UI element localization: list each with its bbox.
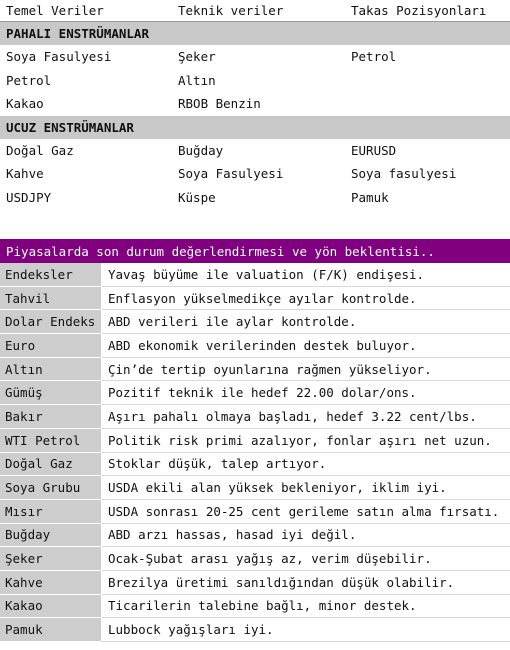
outlook-row <box>0 334 510 358</box>
outlook-text: Enflasyon yükselmedikçe ayılar kontrolde. <box>101 287 510 311</box>
table-row <box>0 186 510 210</box>
instrument-label: Euro <box>0 334 101 358</box>
table-row <box>0 45 510 69</box>
header-technical: Teknik veriler <box>178 3 284 18</box>
cell: Petrol <box>6 72 52 88</box>
table-row <box>0 92 510 116</box>
outlook-row <box>0 571 510 595</box>
outlook-text: Ticarilerin talebine bağlı, minor destek. <box>101 595 510 619</box>
outlook-text: ABD arzı hassas, hasad iyi değil. <box>101 524 510 548</box>
header-fundamental: Temel Veriler <box>6 3 104 18</box>
outlook-row <box>0 429 510 453</box>
table-header <box>0 0 510 22</box>
cell: Küspe <box>178 189 216 205</box>
spacer <box>0 218 510 239</box>
cell: Doğal Gaz <box>6 142 74 158</box>
outlook-row <box>0 405 510 429</box>
outlook-text: Çin’de tertip oyunlarına rağmen yükseliyor. <box>101 358 510 382</box>
instrument-label: Gümüş <box>0 381 101 405</box>
outlook-text: Pozitif teknik ile hedef 22.00 dolar/ons. <box>101 381 510 405</box>
cell: Buğday <box>178 142 224 158</box>
outlook-text: USDA ekili alan yüksek bekleniyor, iklim iyi. <box>101 476 510 500</box>
table-row <box>0 162 510 186</box>
cell: Kahve <box>6 166 44 182</box>
cell: Soya Fasulyesi <box>6 49 112 65</box>
instrument-label: Bakır <box>0 405 101 429</box>
cell: Soya Fasulyesi <box>178 166 284 182</box>
instrument-label: Kahve <box>0 571 101 595</box>
cell: EURUSD <box>351 142 397 158</box>
instrument-label: Altın <box>0 358 101 382</box>
outlook-row <box>0 263 510 287</box>
outlook-text: ABD verileri ile aylar kontrolde. <box>101 310 510 334</box>
instrument-label: Endeksler <box>0 263 101 287</box>
instrument-label: Doğal Gaz <box>0 453 101 477</box>
outlook-row <box>0 547 510 571</box>
cell: Petrol <box>351 49 397 65</box>
outlook-table <box>0 263 510 642</box>
instrument-label: Şeker <box>0 547 101 571</box>
instrument-label: Pamuk <box>0 618 101 642</box>
outlook-row <box>0 524 510 548</box>
instrument-label: Tahvil <box>0 287 101 311</box>
outlook-row <box>0 287 510 311</box>
section-cheap-title: UCUZ ENSTRÜMANLAR <box>0 116 510 139</box>
outlook-row <box>0 476 510 500</box>
outlook-row <box>0 358 510 382</box>
outlook-text: Lubbock yağışları iyi. <box>101 618 510 642</box>
outlook-row <box>0 310 510 334</box>
instrument-label: Kakao <box>0 595 101 619</box>
cell: Altın <box>178 72 216 88</box>
cell: Kakao <box>6 96 44 112</box>
instrument-label: Mısır <box>0 500 101 524</box>
positions-table <box>0 0 510 218</box>
instrument-label: WTI Petrol <box>0 429 101 453</box>
cell: Şeker <box>178 49 216 65</box>
outlook-row <box>0 453 510 477</box>
outlook-text: Yavaş büyüme ile valuation (F/K) endişesi. <box>101 263 510 287</box>
outlook-text: Aşırı pahalı olmaya başladı, hedef 3.22 cent/lbs. <box>101 405 510 429</box>
cell: USDJPY <box>6 189 52 205</box>
outlook-text: Politik risk primi azalıyor, fonlar aşırı net uzun. <box>101 429 510 453</box>
section-expensive-title: PAHALI ENSTRÜMANLAR <box>0 22 510 45</box>
outlook-text: Ocak-Şubat arası yağış az, verim düşebilir. <box>101 547 510 571</box>
header-positions: Takas Pozisyonları <box>351 3 487 18</box>
outlook-row <box>0 618 510 642</box>
cell: Soya fasulyesi <box>351 166 457 182</box>
instrument-label: Dolar Endeks <box>0 310 101 334</box>
outlook-text: USDA sonrası 20-25 cent gerileme satın alma fırsatı. <box>101 500 510 524</box>
outlook-banner: Piyasalarda son durum değerlendirmesi ve yön beklentisi.. <box>0 239 510 263</box>
table-row <box>0 69 510 93</box>
outlook-text: Stoklar düşük, talep artıyor. <box>101 453 510 477</box>
outlook-row <box>0 500 510 524</box>
instrument-label: Soya Grubu <box>0 476 101 500</box>
outlook-text: Brezilya üretimi sanıldığından düşük olabilir. <box>101 571 510 595</box>
outlook-row <box>0 595 510 619</box>
outlook-row <box>0 381 510 405</box>
instrument-label: Buğday <box>0 524 101 548</box>
outlook-text: ABD ekonomik verilerinden destek buluyor. <box>101 334 510 358</box>
cell: Pamuk <box>351 189 389 205</box>
cell: RBOB Benzin <box>178 96 261 112</box>
table-row <box>0 139 510 163</box>
